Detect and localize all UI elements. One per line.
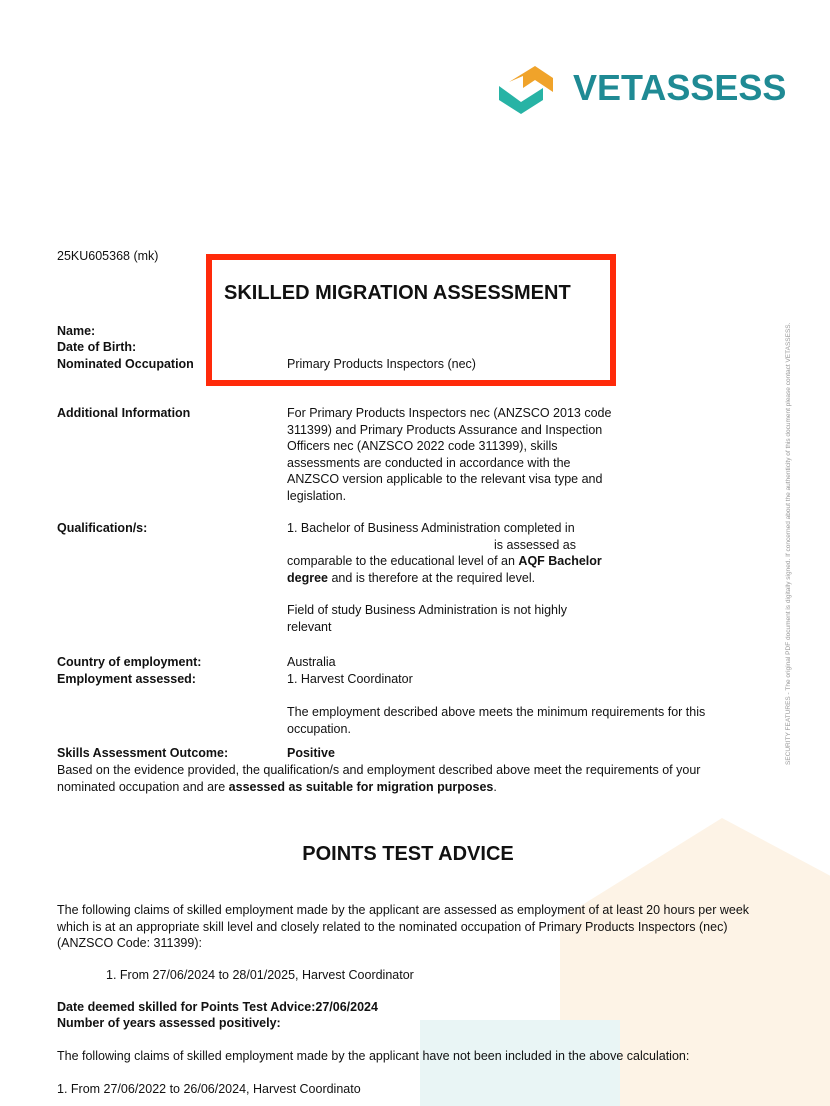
security-note: SECURITY FEATURES - The original PDF document is digitally signed. If concerned about the authenticity of this document please contact VETASSESS. xyxy=(785,322,792,765)
occupation-label: Nominated Occupation xyxy=(57,357,194,371)
claim-item: 1. From 27/06/2024 to 28/01/2025, Harvest Coordinator xyxy=(106,968,414,982)
additional-info-label: Additional Information xyxy=(57,406,191,420)
employment-note: The employment described above meets the minimum requirements for this occupation. xyxy=(287,705,706,736)
outcome-period: . xyxy=(493,779,497,794)
qualification-text: comparable to the educational level of an xyxy=(287,554,515,568)
qualification-label: Qualification/s: xyxy=(57,521,148,535)
outcome-text xyxy=(57,762,757,795)
qualification-text: and is therefore at the required level. xyxy=(331,570,536,585)
aqf-level: AQF Bachelor degree xyxy=(287,554,602,585)
points-intro: The following claims of skilled employment made by the applicant are assessed as employment of at least 20 hours per week which is at an appropriate skill level and closely related to the nominated occupation of Primary Products Inspectors (nec) (ANZSCO Code: 311399): xyxy=(57,903,750,950)
outcome-label: Skills Assessment Outcome: xyxy=(57,746,229,760)
years-assessed: Number of years assessed positively: xyxy=(57,1016,281,1030)
outcome-sentence: Based on the evidence provided, the qualification/s and employment described above meet the requirements of your nominated occupation and are xyxy=(57,763,701,794)
date-deemed-skilled: Date deemed skilled for Points Test Advice:27/06/2024 xyxy=(57,1000,378,1014)
country-value: Australia xyxy=(287,655,336,669)
qualification-line-3 xyxy=(287,553,622,586)
employment-label: Employment assessed: xyxy=(57,672,196,686)
additional-info-value: For Primary Products Inspectors nec (ANZSCO 2013 code 311399) and Primary Products Assurance and Inspection Officers nec (ANZSCO 2022 code 311399), skills assessments are conducted in accordance with the ANZSCO version applicable to the relevant visa type and legislation. xyxy=(287,406,612,503)
outcome-emphasis: assessed as suitable for migration purposes xyxy=(228,779,494,794)
reference-number: 25KU605368 (mk) xyxy=(57,249,159,263)
logo-mark-icon xyxy=(497,64,557,116)
points-title: POINTS TEST ADVICE xyxy=(302,843,514,865)
vetassess-logo xyxy=(497,64,787,121)
excluded-claim-item: 1. From 27/06/2022 to 26/06/2024, Harvest Coordinato xyxy=(57,1082,361,1096)
logo-text: VETASSESS xyxy=(573,67,787,108)
name-label: Name: xyxy=(57,324,96,338)
dob-label: Date of Birth: xyxy=(57,340,137,354)
employment-value: 1. Harvest Coordinator xyxy=(287,672,413,686)
occupation-value: Primary Products Inspectors (nec) xyxy=(287,357,476,371)
document-title: SKILLED MIGRATION ASSESSMENT xyxy=(224,282,571,304)
country-label: Country of employment: xyxy=(57,655,202,669)
outcome-value: Positive xyxy=(287,746,335,760)
qualification-line-2: is assessed as xyxy=(494,538,576,552)
qualification-line-1: 1. Bachelor of Business Administration completed in xyxy=(287,521,575,535)
excluded-intro: The following claims of skilled employment made by the applicant have not been included in the above calculation: xyxy=(57,1049,690,1063)
field-of-study: Field of study Business Administration is not highly relevant xyxy=(287,603,567,634)
